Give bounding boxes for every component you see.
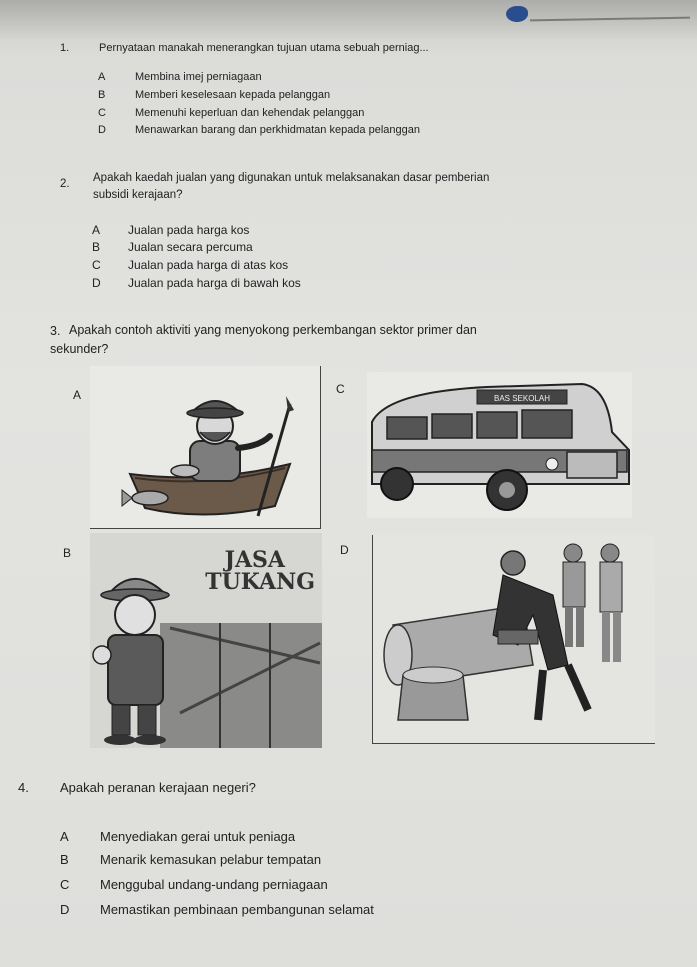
option-letter: B xyxy=(60,852,69,867)
sign-jasa-text: JASA xyxy=(224,547,285,573)
question-1-number: 1. xyxy=(60,42,70,54)
question-3-number: 3. xyxy=(50,324,61,338)
option-text: Menyediakan gerai untuk peniaga xyxy=(100,829,296,844)
question-1-text: Pernyataan manakah menerangkan tujuan utama sebuah perniag... xyxy=(99,42,429,54)
picture-a-fisherman[interactable] xyxy=(90,366,321,529)
option-text: Jualan pada harga di atas kos xyxy=(128,258,289,272)
picture-b-jasa-tukang[interactable] xyxy=(90,533,322,748)
picture-a-label: A xyxy=(73,388,82,402)
option-text: Memberi keselesaan kepada pelanggan xyxy=(135,89,331,101)
picture-b-label: B xyxy=(63,546,72,560)
bus-sign-text: BAS SEKOLAH xyxy=(493,394,551,403)
question-3-text-line1: Apakah contoh aktiviti yang menyokong perkembangan sektor primer dan xyxy=(69,323,477,337)
picture-c-label: C xyxy=(336,382,345,396)
option-text: Jualan pada harga di bawah kos xyxy=(128,276,301,290)
question-2-text-line1: Apakah kaedah jualan yang digunakan untuk melaksanakan dasar pemberian xyxy=(93,172,490,184)
option-letter: D xyxy=(92,276,101,290)
option-letter: B xyxy=(92,240,101,254)
option-letter: A xyxy=(98,71,106,83)
option-letter: C xyxy=(98,107,106,119)
option-letter: B xyxy=(98,89,106,101)
option-text: Memastikan pembinaan pembangunan selamat xyxy=(100,902,374,917)
question-4-text: Apakah peranan kerajaan negeri? xyxy=(60,780,256,795)
fisherman-illustration xyxy=(90,366,320,528)
question-4-number: 4. xyxy=(18,780,29,795)
construction-worker-illustration xyxy=(90,533,322,748)
logging-illustration xyxy=(373,535,655,743)
picture-c-school-bus[interactable] xyxy=(367,372,632,518)
option-text: Memenuhi keperluan dan kehendak pelanggan xyxy=(135,107,365,119)
option-text: Menggubal undang-undang perniagaan xyxy=(100,877,328,892)
option-letter: C xyxy=(92,258,101,272)
option-text: Jualan pada harga kos xyxy=(128,223,250,237)
option-text: Membina imej perniagaan xyxy=(135,71,262,83)
question-2-text-line2: subsidi kerajaan? xyxy=(93,189,183,201)
pen-tip xyxy=(506,6,528,22)
option-letter: D xyxy=(60,902,70,917)
option-letter: A xyxy=(92,223,101,237)
option-text: Jualan secara percuma xyxy=(128,240,253,254)
option-letter: D xyxy=(98,124,106,136)
option-letter: A xyxy=(60,829,69,844)
question-3-text-line2: sekunder? xyxy=(50,342,109,356)
option-text: Menawarkan barang dan perkhidmatan kepada pelanggan xyxy=(135,124,420,136)
sign-tukang-text: TUKANG xyxy=(205,569,315,595)
picture-d-loggers[interactable] xyxy=(372,535,655,744)
option-letter: C xyxy=(60,877,70,892)
picture-d-label: D xyxy=(340,543,349,557)
option-text: Menarik kemasukan pelabur tempatan xyxy=(100,852,322,867)
question-2-number: 2. xyxy=(60,178,70,190)
school-bus-illustration xyxy=(367,372,632,518)
